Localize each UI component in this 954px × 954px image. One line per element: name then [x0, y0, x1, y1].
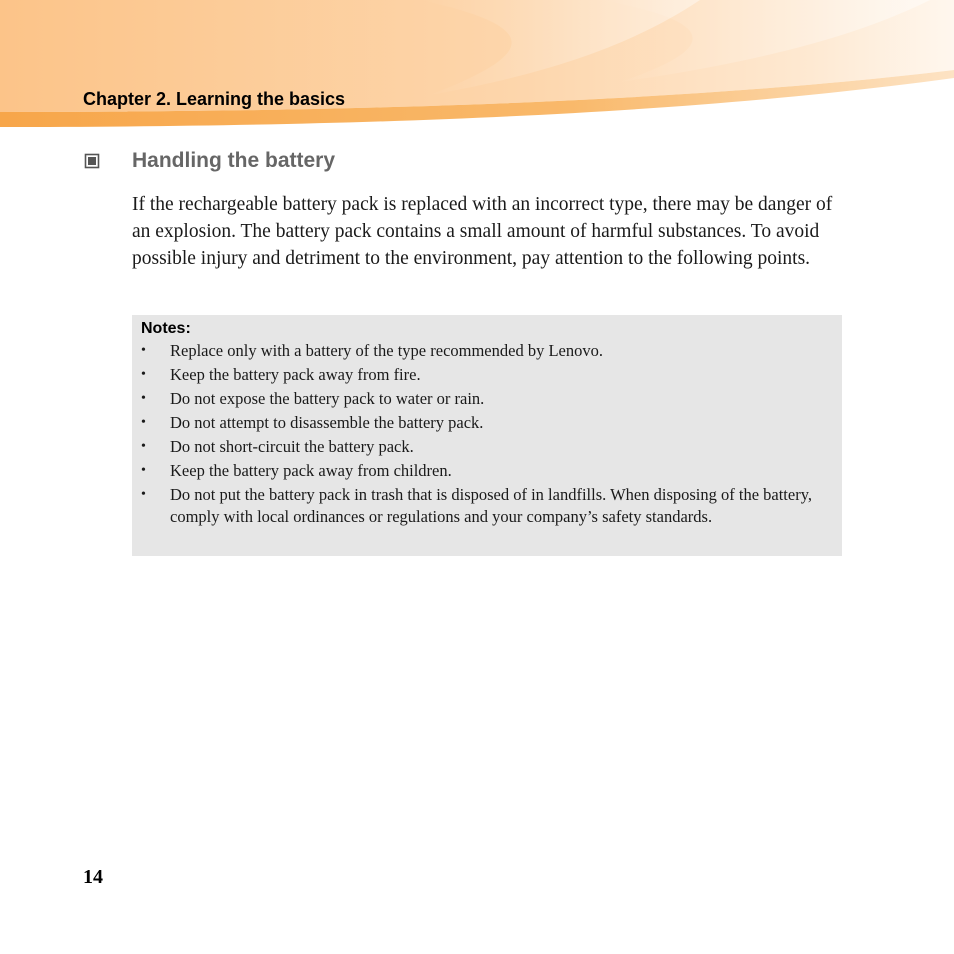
page-number: 14: [83, 866, 103, 888]
list-item-text: Do not attempt to disassemble the battery pack.: [170, 413, 484, 432]
notes-list: [141, 340, 832, 527]
list-item: [141, 460, 832, 482]
list-item-text: Keep the battery pack away from children.: [170, 461, 452, 480]
intro-paragraph: If the rechargeable battery pack is replaced with an incorrect type, there may be danger of an explosion. The battery pack contains a small amount of harmful substances. To avoid possible injury and detriment to the environment, pay attention to the following points.: [132, 194, 833, 269]
list-item-text: Replace only with a battery of the type recommended by Lenovo.: [170, 341, 603, 360]
list-item-text: Do not expose the battery pack to water or rain.: [170, 389, 485, 408]
chapter-title: Chapter 2. Learning the basics: [83, 89, 346, 109]
square-bullet-icon: [84, 153, 100, 169]
list-item: [141, 412, 832, 434]
notes-box: [132, 315, 842, 556]
section-title: Handling the battery: [132, 149, 336, 172]
list-item-text: Do not short-circuit the battery pack.: [170, 437, 414, 456]
notes-label: Notes:: [141, 320, 191, 337]
bullet: •: [141, 415, 146, 430]
list-item: [141, 388, 832, 410]
bullet: •: [141, 367, 146, 382]
bullet: •: [141, 487, 146, 502]
bullet: •: [141, 463, 146, 478]
bullet: •: [141, 439, 146, 454]
bullet: •: [141, 391, 146, 406]
bullet: •: [141, 343, 146, 358]
header-band: [0, 0, 954, 135]
list-item: [141, 340, 832, 362]
list-item: [141, 484, 832, 527]
list-item: [141, 436, 832, 458]
section-heading: [84, 149, 335, 173]
list-item-text: Keep the battery pack away from fire.: [170, 365, 421, 384]
list-item: [141, 364, 832, 386]
list-item-text: Do not put the battery pack in trash that is disposed of in landfills. When disposing of the battery, comply with local ordinances or regulations and your company’s safety standards.: [170, 485, 813, 526]
